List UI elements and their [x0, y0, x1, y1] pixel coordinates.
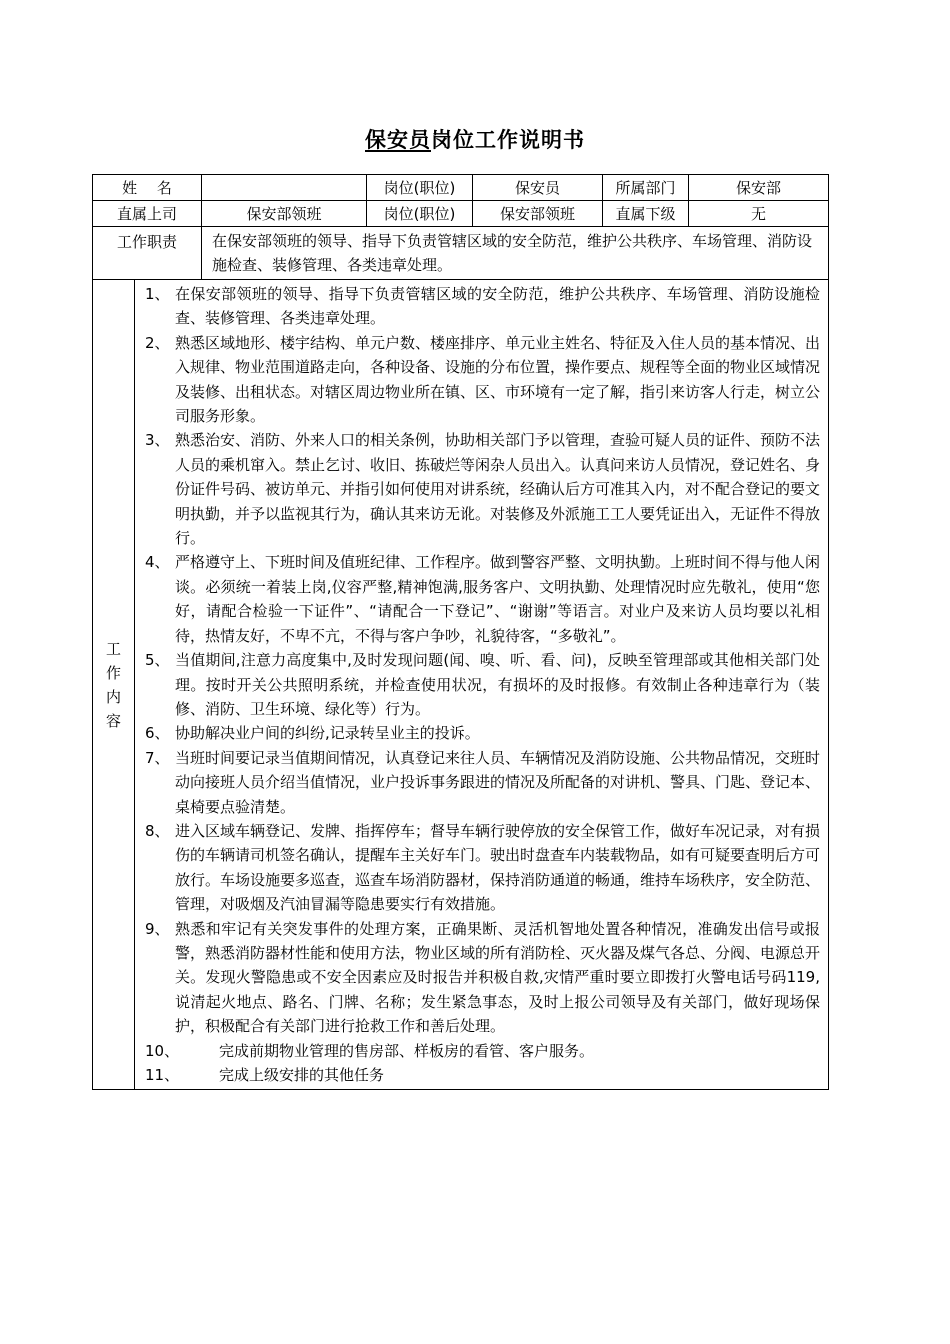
item-number: 9、: [145, 919, 170, 938]
name-value: [202, 175, 367, 201]
name-label: 姓 名: [93, 175, 202, 201]
item-text: 严格遵守上、下班时间及值班纪律、工作程序。做到警容严整、文明执勤。上班时间不得与他人闲谈。必须统一着装上岗,仪容严整,精神饱满,服务客户、文明执勤、处理情况时应先敬礼，使用“您好，请配合检验一下证件”、“请配合一下登记”、“谢谢”等语言。对业户及来访人员均要以礼相待，热情友好，不卑不亢，不得与客户争吵，礼貌待客，“多敬礼”。: [175, 553, 821, 645]
subordinate-value: 无: [689, 201, 829, 227]
content-list: [135, 280, 829, 1090]
list-item: [141, 648, 820, 721]
item-number: 7、: [145, 748, 170, 767]
item-text: 进入区域车辆登记、发牌、指挥停车；督导车辆行驶停放的安全保管工作，做好车况记录，对有损伤的车辆请司机签名确认，提醒车主关好车门。驶出时盘查车内装载物品，如有可疑要查明后方可放行。车场设施要多巡查，巡查车场消防器材，保持消防通道的畅通，维持车场秩序，安全防范、管理，对吸烟及汽油冒漏等隐患要实行有效措施。: [175, 821, 821, 914]
page-title: [0, 124, 950, 154]
list-item: [141, 331, 820, 429]
duty-value: 在保安部领班的领导、指导下负责管辖区域的安全防范，维护公共秩序、车场管理、消防设施检查、装修管理、各类违章处理。: [212, 232, 813, 274]
item-number: 8、: [145, 821, 170, 840]
item-number: 3、: [145, 431, 170, 450]
item-text: 完成上级安排的其他任务: [219, 1066, 385, 1084]
duty-label: 工作职责: [93, 227, 202, 280]
duty-cell: [202, 227, 829, 280]
content-side-label: [93, 280, 135, 1090]
list-item: [141, 819, 820, 917]
side-char: 工: [105, 639, 121, 658]
item-text: 完成前期物业管理的售房部、样板房的看管、客户服务。: [219, 1041, 595, 1060]
item-number: 4、: [145, 553, 170, 572]
position-label: 岗位(职位): [367, 175, 473, 201]
item-text: 当班时间要记录当值期间情况，认真登记来往人员、车辆情况及消防设施、公共物品情况，交班时动向接班人员介绍当值情况，业户投诉事务跟进的情况及所配备的对讲机、警具、门匙、登记本、桌椅要点验清楚。: [175, 748, 821, 816]
item-number: 5、: [145, 651, 170, 670]
dept-value: 保安部: [689, 175, 829, 201]
list-item: [141, 428, 820, 550]
content-row: [93, 280, 829, 1090]
title-underlined: 保安员: [365, 128, 431, 152]
item-text: 协助解决业户间的纠纷,记录转呈业主的投诉。: [175, 724, 480, 743]
item-text: 当值期间,注意力高度集中,及时发现问题(闻、嗅、听、看、问)，反映至管理部或其他相关部门处理。按时开关公共照明系统，并检查使用状况，有损坏的及时报修。有效制止各种违章行为（装修、消防、卫生环境、绿化等）行为。: [175, 651, 820, 718]
superior-value: 保安部领班: [202, 201, 367, 227]
position-label-2: 岗位(职位): [367, 201, 473, 227]
list-item: [141, 550, 820, 648]
item-number: 10、: [145, 1041, 180, 1060]
item-text: 熟悉治安、消防、外来人口的相关条例，协助相关部门予以管理，查验可疑人员的证件、预防不法人员的乘机窜入。禁止乞讨、收旧、拣破烂等闲杂人员出入。认真问来访人员情况，登记姓名、身份证件号码、被访单元、并指引如何使用对讲系统，经确认后方可准其入内，对不配合登记的要文明执勤，并予以监视其行为，确认其来访无讹。对装修及外派施工工人要凭证出入，无证件不得放行。: [175, 431, 821, 548]
list-item: [141, 1039, 820, 1063]
subordinate-label: 直属下级: [603, 201, 689, 227]
position-value: 保安员: [473, 175, 603, 201]
item-text: 熟悉区域地形、楼宇结构、单元户数、楼座排序、单元业主姓名、特征及入住人员的基本情况、出入规律、物业范围道路走向，各种设备、设施的分布位置，操作要点、规程等全面的物业区域情况及装修、出租状态。对辖区周边物业所在镇、区、市环境有一定了解，指引来访客人行走，树立公司服务形象。: [175, 333, 821, 426]
list-item: [141, 282, 820, 331]
side-char: 作: [105, 663, 121, 682]
info-row-2: [93, 201, 829, 227]
dept-label: 所属部门: [603, 175, 689, 201]
item-number: 2、: [145, 333, 170, 352]
list-item: [141, 721, 820, 745]
list-item: [141, 746, 820, 819]
position-value-2: 保安部领班: [473, 201, 603, 227]
side-char: 容: [105, 711, 121, 730]
job-description-table: [92, 174, 829, 1090]
list-item: [141, 1063, 820, 1087]
title-rest: 岗位工作说明书: [431, 128, 585, 152]
item-number: 6、: [145, 724, 170, 743]
item-number: 1、: [145, 285, 170, 303]
item-text: 熟悉和牢记有关突发事件的处理方案，正确果断、灵活机智地处置各种情况，准确发出信号或报警，熟悉消防器材性能和使用方法，物业区域的所有消防栓、灭火器及煤气各总、分阀、电源总开关。发现火警隐患或不安全因素应及时报告并积极自救,灾情严重时要立即拨打火警电话号码119,说清起火地点、路名、门牌、名称；发生紧急事态，及时上报公司领导及有关部门，做好现场保护，积极配合有关部门进行抢救工作和善后处理。: [175, 919, 821, 1036]
duty-row: [93, 227, 829, 280]
item-number: 11、: [145, 1066, 180, 1084]
superior-label: 直属上司: [93, 201, 202, 227]
list-item: [141, 917, 820, 1039]
side-char: 内: [105, 687, 121, 706]
item-text: 在保安部领班的领导、指导下负责管辖区域的安全防范，维护公共秩序、车场管理、消防设施检查、装修管理、各类违章处理。: [175, 285, 820, 328]
info-row-1: [93, 175, 829, 201]
